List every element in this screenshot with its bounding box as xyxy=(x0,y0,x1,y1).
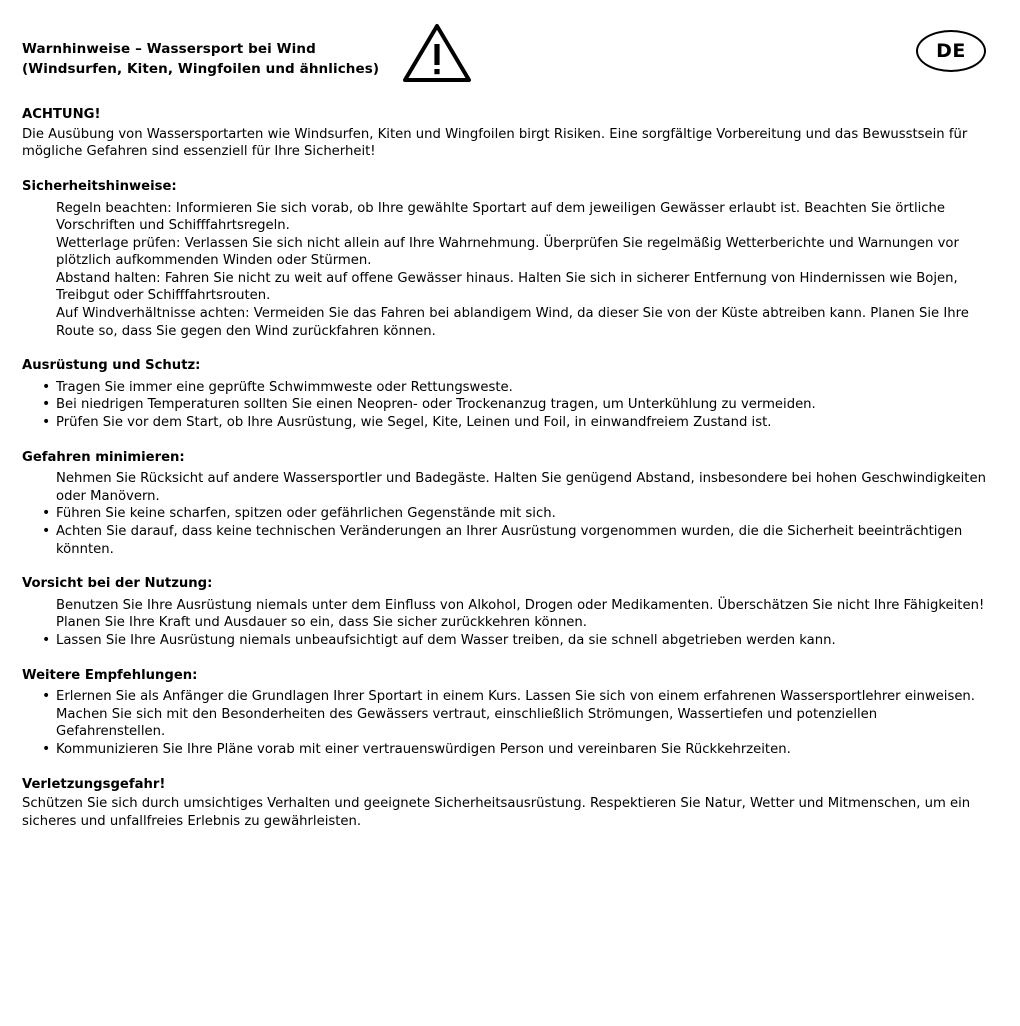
section-caution-heading: Vorsicht bei der Nutzung: xyxy=(22,576,213,592)
section-attention-paragraph: Die Ausübung von Wassersportarten wie Windsurfen, Kiten und Wingfoilen birgt Risiken. Eine sorgfältige Vorbereitung und das Bewusstsein für mögliche Gefahren sind essenziell für Ihre Sicherheit! xyxy=(22,126,968,160)
list-item: • Bei niedrigen Temperaturen sollten Sie einen Neopren- oder Trockenanzug tragen, um Unterkühlung zu vermeiden. xyxy=(42,396,986,414)
list-item: Nehmen Sie Rücksicht auf andere Wassersportler und Badegäste. Halten Sie genügend Abstand, insbesondere bei hohen Geschwindigkeiten oder Manövern. xyxy=(56,471,986,504)
list-item: Benutzen Sie Ihre Ausrüstung niemals unter dem Einfluss von Alkohol, Drogen oder Medikamenten. Überschätzen Sie nicht Ihre Fähigkeiten! Planen Sie Ihre Kraft und Ausdauer so ein, dass Sie sicher zurückkehren können. xyxy=(56,597,985,631)
section-equipment-list xyxy=(22,379,986,432)
document-content xyxy=(22,106,986,830)
list-item: • Prüfen Sie vor dem Start, ob Ihre Ausrüstung, wie Segel, Kite, Leinen und Foil, in einwandfreiem Zustand ist. xyxy=(42,414,986,432)
list-item: • Kommunizieren Sie Ihre Pläne vorab mit einer vertrauenswürdigen Person und vereinbaren Sie Rückkehrzeiten. xyxy=(42,741,986,759)
list-item: Regeln beachten: Informieren Sie sich vorab, ob Ihre gewählte Sportart auf dem jeweiligen Gewässer erlaubt ist. Beachten Sie örtliche Vorschriften und Schifffahrtsregeln. xyxy=(56,200,946,234)
section-hazards-heading: Gefahren minimieren: xyxy=(22,449,185,465)
section-recommendations xyxy=(22,667,986,759)
section-safety xyxy=(22,178,986,340)
section-caution-list xyxy=(22,597,986,650)
section-equipment xyxy=(22,357,986,431)
page-title-line-2: (Windsurfen, Kiten, Wingfoilen und ähnliches) xyxy=(22,60,380,77)
section-recommendations-heading: Weitere Empfehlungen: xyxy=(22,667,198,683)
section-hazards-list xyxy=(22,470,986,558)
section-injury xyxy=(22,776,986,831)
list-item: Machen Sie sich mit den Besonderheiten des Gewässers vertraut, einschließlich Strömungen, Wassertiefen und potenziellen Gefahrenstellen. xyxy=(56,706,878,740)
list-item: • Erlernen Sie als Anfänger die Grundlagen Ihrer Sportart in einem Kurs. Lassen Sie sich von einem erfahrenen Wassersportlehrer einweisen. xyxy=(42,688,986,706)
section-safety-heading: Sicherheitshinweise: xyxy=(22,178,177,194)
list-item: Wetterlage prüfen: Verlassen Sie sich nicht allein auf Ihre Wahrnehmung. Überprüfen Sie regelmäßig Wetterberichte und Warnungen vor plötzlich aufkommenden Winden oder Stürmen. xyxy=(56,235,959,269)
document-header xyxy=(22,34,986,94)
section-safety-list xyxy=(22,200,986,340)
section-recommendations-list xyxy=(22,688,986,758)
section-injury-heading: Verletzungsgefahr! xyxy=(22,776,166,792)
section-attention xyxy=(22,106,986,161)
page-title xyxy=(22,40,379,79)
section-injury-paragraph: Schützen Sie sich durch umsichtiges Verhalten und geeignete Sicherheitsausrüstung. Respektieren Sie Natur, Wetter und Mitmenschen, um ein sicheres und unfallfreies Erlebnis zu gewährleisten. xyxy=(22,796,971,829)
page-title-line-1: Warnhinweise – Wassersport bei Wind xyxy=(22,41,316,57)
section-attention-heading: ACHTUNG! xyxy=(22,107,101,122)
warning-triangle-icon xyxy=(402,22,472,84)
list-item: • Tragen Sie immer eine geprüfte Schwimmweste oder Rettungsweste. xyxy=(42,379,986,397)
language-badge: DE xyxy=(916,30,986,72)
list-item: • Führen Sie keine scharfen, spitzen oder gefährlichen Gegenstände mit sich. xyxy=(42,505,986,523)
section-hazards xyxy=(22,449,986,559)
list-item: Auf Windverhältnisse achten: Vermeiden Sie das Fahren bei ablandigem Wind, da dieser Sie von der Küste abtreiben kann. Planen Sie Ihre Route so, dass Sie gegen den Wind zurückfahren können. xyxy=(56,306,969,339)
list-item: • Achten Sie darauf, dass keine technischen Veränderungen an Ihrer Ausrüstung vorgenommen wurden, die die Sicherheit beeinträchtigen könnten. xyxy=(42,523,986,558)
section-equipment-heading: Ausrüstung und Schutz: xyxy=(22,358,201,374)
list-item: Abstand halten: Fahren Sie nicht zu weit auf offene Gewässer hinaus. Halten Sie sich in sicherer Entfernung von Hindernissen wie Bojen, Treibgut oder Schifffahrtsrouten. xyxy=(56,270,958,304)
list-item: • Lassen Sie Ihre Ausrüstung niemals unbeaufsichtigt auf dem Wasser treiben, da sie schnell abgetrieben werden kann. xyxy=(42,632,986,650)
section-caution xyxy=(22,575,986,649)
